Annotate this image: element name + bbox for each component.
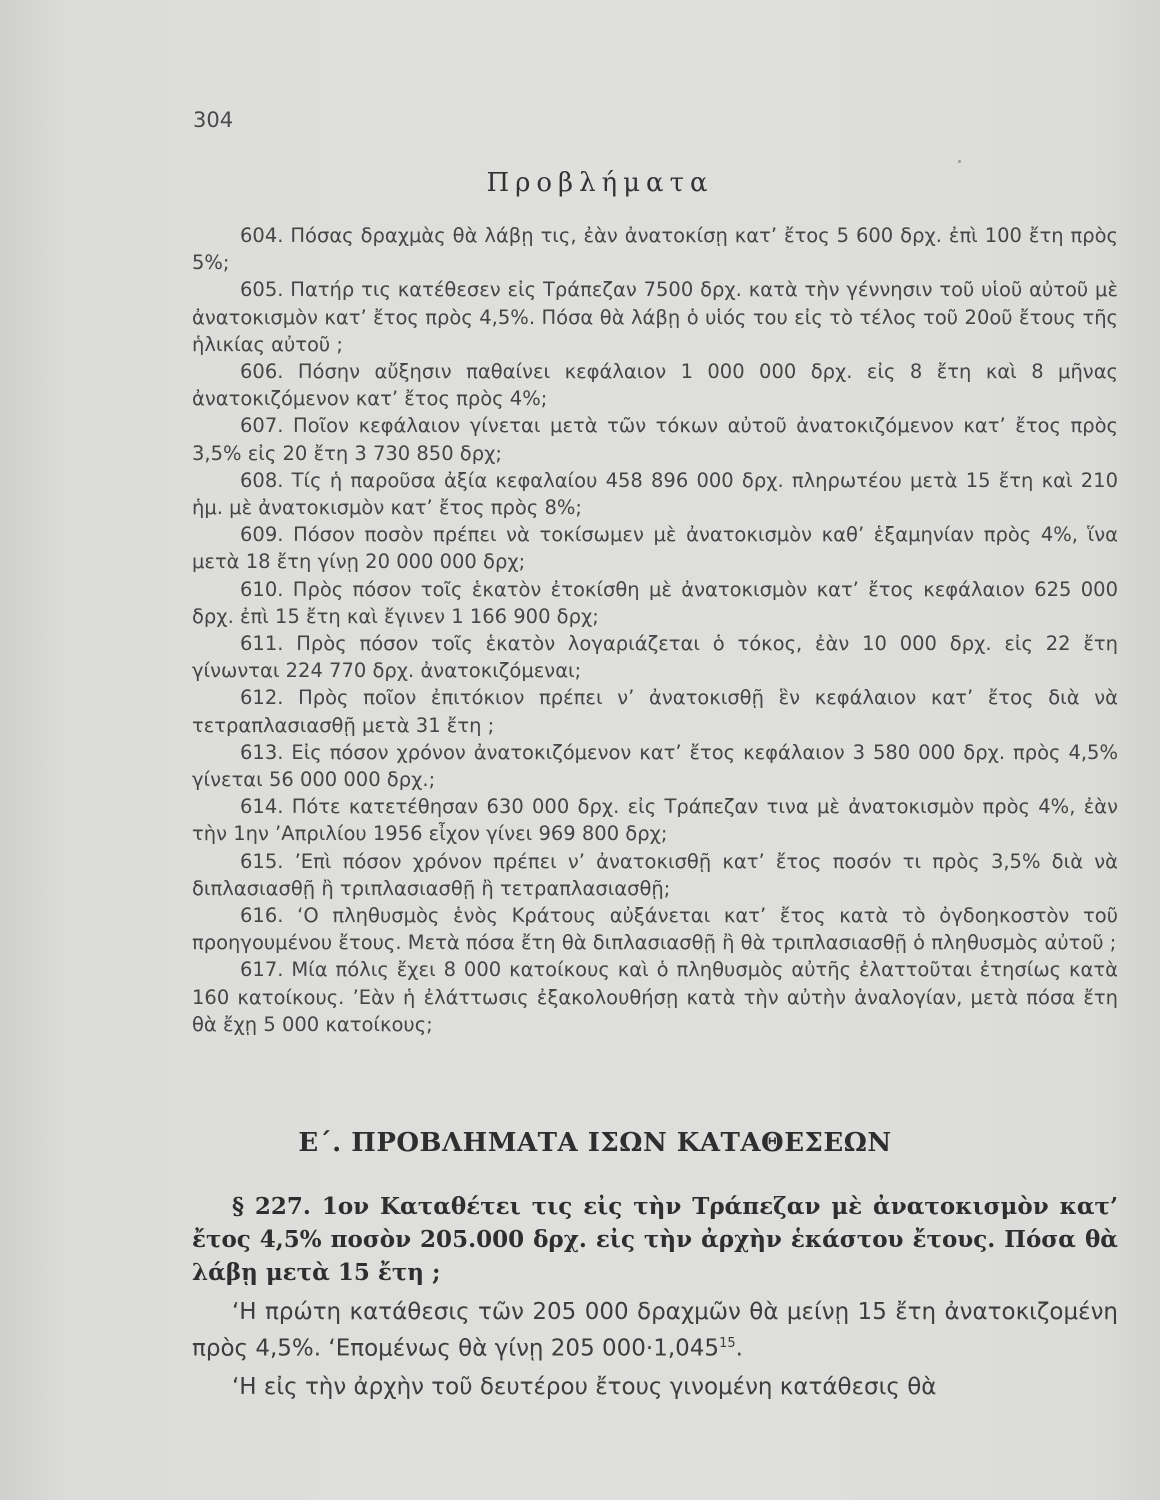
solution-paragraph-2: ‘Η εἰς τὴν ἀρχὴν τοῦ δευτέρου ἔτους γινομένη κατάθεσις θὰ: [232, 1373, 937, 1400]
chapter-subheading: Ε΄. ΠΡΟΒΛΗΜΑΤΑ ΙΣΩΝ ΚΑΤΑΘΕΣΕΩΝ: [298, 1128, 892, 1158]
paper-speck: [958, 160, 961, 163]
solution-paragraph-1: [192, 1296, 1118, 1365]
problem-616: 616. ‘Ο πληθυσμὸς ἑνὸς Κράτους αὐξάνεται κατ’ ἔτος κατὰ τὸ ὀγδοηκοστὸν τοῦ προηγουμένου ἔτους. Μετὰ πόσα ἔτη θὰ διπλασιασθῇ ἢ θὰ τριπλασιασθῇ ὁ πληθυσμὸς αὐτοῦ ;: [192, 904, 1118, 955]
solution-paragraph-1-text: ‘Η πρώτη κατάθεσις τῶν 205 000 δραχμῶν θὰ μείνῃ 15 ἔτη ἀνατοκιζομένη πρὸς 4,5%. ‘Επομένως θὰ γίνῃ 205 000·1,045: [192, 1299, 1118, 1362]
problem-615: 615. ’Επὶ πόσον χρόνον πρέπει ν’ ἀνατοκισθῇ κατ’ ἔτος ποσόν τι πρὸς 3,5% διὰ νὰ διπλασιασθῇ ἢ τριπλασιασθῇ ἢ τετραπλασιασθῇ;: [192, 849, 1118, 900]
problem-608: 608. Τίς ἡ παροῦσα ἀξία κεφαλαίου 458 896 000 δρχ. πληρωτέου μετὰ 15 ἔτη καὶ 210 ἡμ. μὲ ἀνατοκισμὸν κατ’ ἔτος πρὸς 8%;: [192, 468, 1118, 520]
problem-612: 612. Πρὸς ποῖον ἐπιτόκιον πρέπει ν’ ἀνατοκισθῇ ἓν κεφάλαιον κατ’ ἔτος διὰ νὰ τετραπλασιασθῇ μετὰ 31 ἔτη ;: [192, 686, 1118, 737]
paragraph-227-statement: § 227. 1ον Καταθέτει τις εἰς τὴν Τράπεζαν μὲ ἀνατοκισμὸν κατ’ ἔτος 4,5% ποσὸν 205.000 δρχ. εἰς τὴν ἀρχὴν ἑκάστου ἔτους. Πόσα θὰ λάβῃ μετὰ 15 ἔτη ;: [192, 1193, 1118, 1286]
problem-613: 613. Εἰς πόσον χρόνον ἀνατοκιζόμενον κατ’ ἔτος κεφάλαιον 3 580 000 δρχ. πρὸς 4,5% γίνεται 56 000 000 δρχ.;: [192, 740, 1118, 792]
section-title: Προβλήματα: [486, 168, 714, 198]
solution-text: [192, 1296, 1118, 1403]
problem-605: 605. Πατήρ τις κατέθεσεν εἰς Τράπεζαν 7500 δρχ. κατὰ τὴν γέννησιν τοῦ υἱοῦ αὐτοῦ μὲ ἀνατοκισμὸν κατ’ ἔτος πρὸς 4,5%. Πόσα θὰ λάβῃ ὁ υἱός του εἰς τὸ τέλος τοῦ 20οῦ ἔτους τῆς ἡλικίας αὐτοῦ ;: [192, 278, 1118, 356]
problem-list: [192, 222, 1118, 1038]
solution-paragraph-1-end: .: [735, 1335, 743, 1362]
problem-611: 611. Πρὸς πόσον τοῖς ἑκατὸν λογαριάζεται ὁ τόκος, ἐὰν 10 000 δρχ. εἰς 22 ἔτη γίνωνται 224 770 δρχ. ἀνατοκιζόμεναι;: [192, 632, 1118, 683]
problem-609: 609. Πόσον ποσὸν πρέπει νὰ τοκίσωμεν μὲ ἀνατοκισμὸν καθ’ ἑξαμηνίαν πρὸς 4%, ἵνα μετὰ 18 ἔτη γίνῃ 20 000 000 δρχ;: [192, 523, 1118, 574]
problem-617: 617. Μία πόλις ἔχει 8 000 κατοίκους καὶ ὁ πληθυσμὸς αὐτῆς ἐλαττοῦται ἐτησίως κατὰ 160 κατοίκους. ’Εὰν ἡ ἐλάττωσις ἐξακολουθήσῃ κατὰ τὴν αὐτὴν ἀναλογίαν, μετὰ πόσα ἔτη θὰ ἔχῃ 5 000 κατοίκους;: [192, 958, 1118, 1036]
problem-604: 604. Πόσας δραχμὰς θὰ λάβῃ τις, ἐὰν ἀνατοκίσῃ κατ’ ἔτος 5 600 δρχ. ἐπὶ 100 ἔτη πρὸς 5%;: [192, 224, 1118, 275]
problem-607: 607. Ποῖον κεφάλαιον γίνεται μετὰ τῶν τόκων αὐτοῦ ἀνατοκιζόμενον κατ’ ἔτος πρὸς 3,5% εἰς 20 ἔτη 3 730 850 δρχ;: [192, 414, 1118, 465]
exponent: 15: [719, 1336, 736, 1351]
page-number: 304: [193, 108, 234, 132]
problem-606: 606. Πόσην αὔξησιν παθαίνει κεφάλαιον 1 000 000 δρχ. εἰς 8 ἔτη καὶ 8 μῆνας ἀνατοκιζόμενον κατ’ ἔτος πρὸς 4%;: [192, 360, 1118, 411]
problem-610: 610. Πρὸς πόσον τοῖς ἑκατὸν ἐτοκίσθη μὲ ἀνατοκισμὸν κατ’ ἔτος κεφάλαιον 625 000 δρχ. ἐπὶ 15 ἔτη καὶ ἔγινεν 1 166 900 δρχ;: [192, 577, 1118, 628]
problem-614: 614. Πότε κατετέθησαν 630 000 δρχ. εἰς Τράπεζαν τινα μὲ ἀνατοκισμὸν πρὸς 4%, ἐὰν τὴν 1ην ’Απριλίου 1956 εἶχον γίνει 969 800 δρχ;: [192, 795, 1118, 846]
